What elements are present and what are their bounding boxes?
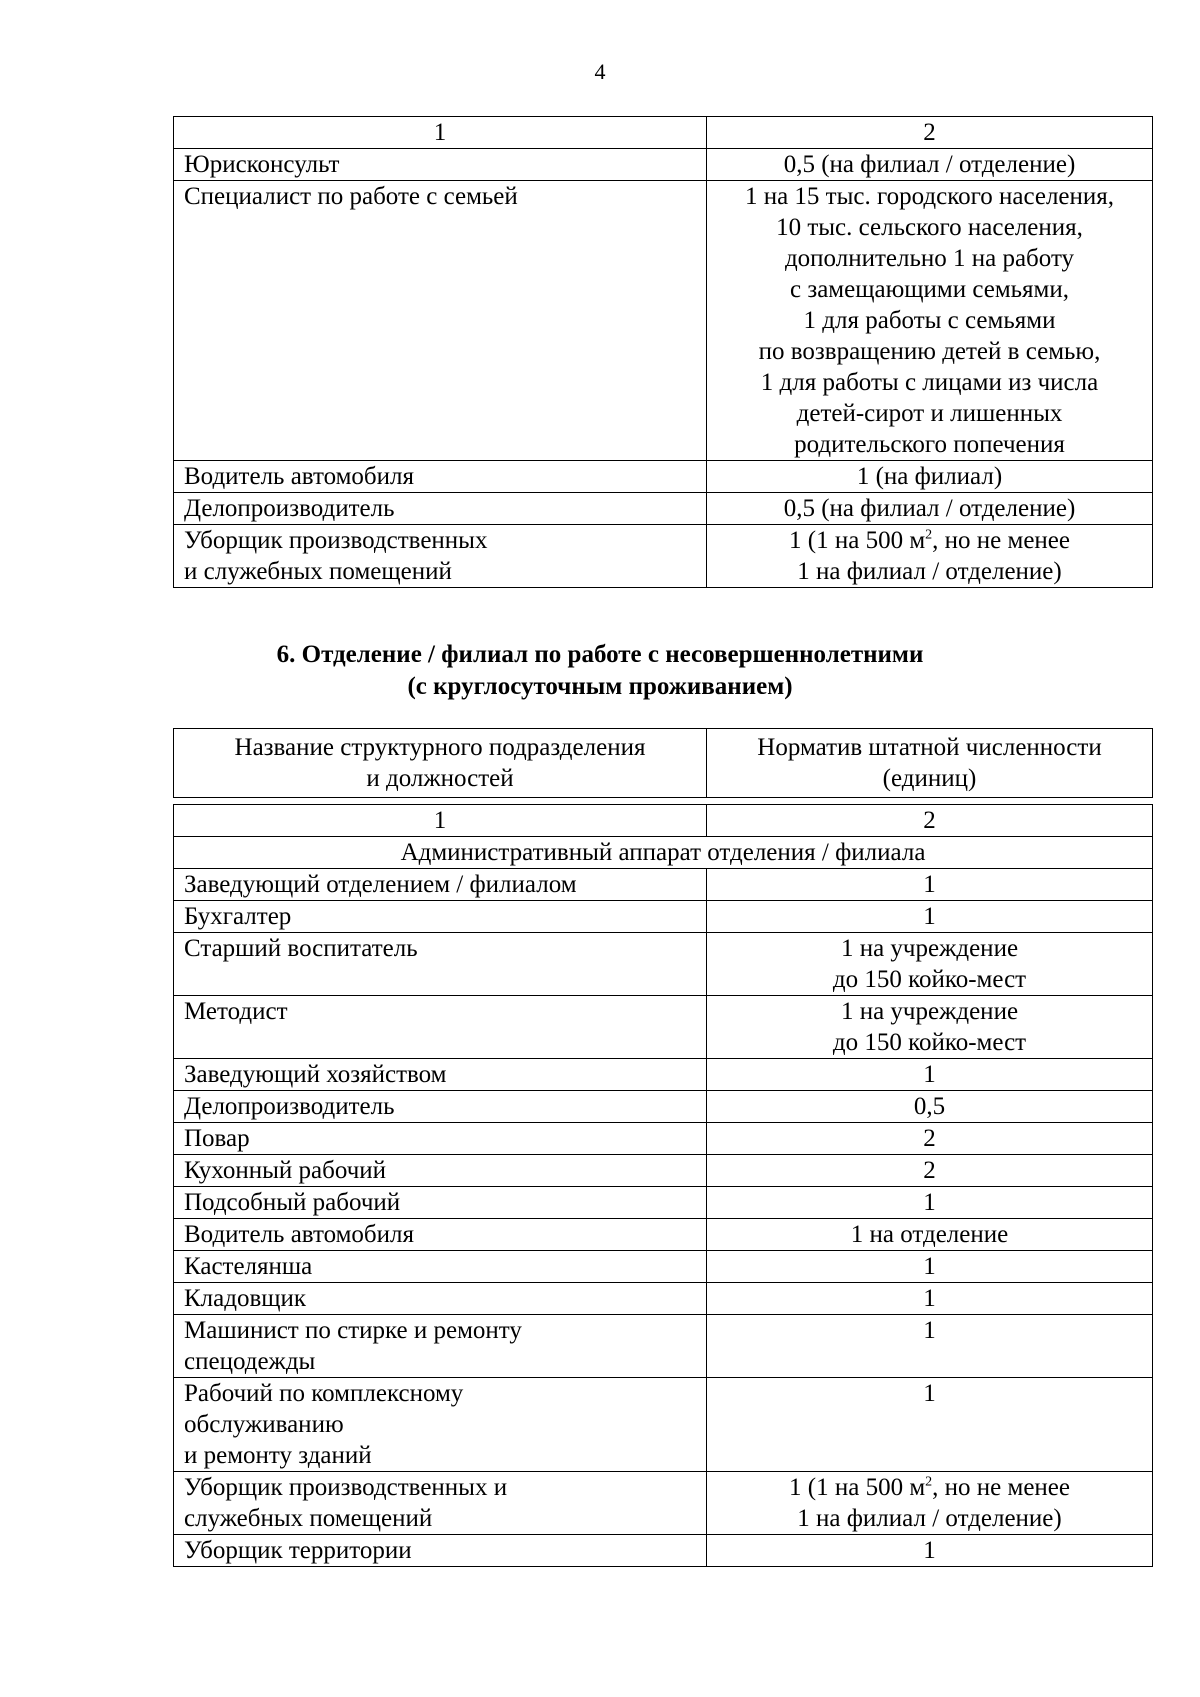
position-name-line: Кухонный рабочий xyxy=(184,1157,387,1184)
position-name-line: Специалист по работе с семьей xyxy=(184,183,518,210)
position-name-line: Кастелянша xyxy=(184,1253,313,1280)
position-name-cell xyxy=(174,1472,707,1535)
staff-norm-cell xyxy=(707,1283,1153,1315)
table-row xyxy=(174,1251,1153,1283)
staff-norm-cell xyxy=(707,493,1153,525)
position-name-cell xyxy=(174,933,707,996)
table-row xyxy=(174,1378,1153,1472)
staff-norm-cell xyxy=(707,1219,1153,1251)
staff-norm-line: 1 для работы с семьями xyxy=(803,307,1056,334)
staff-norm-line: до 150 койко-мест xyxy=(832,966,1027,993)
table-row xyxy=(174,1187,1153,1219)
table-row xyxy=(174,933,1153,996)
table-row xyxy=(174,869,1153,901)
table-row xyxy=(174,901,1153,933)
staff-norm-line: 1 для работы с лицами из числа xyxy=(760,369,1099,396)
staff-norm-line: 1 (на филиал) xyxy=(856,463,1003,490)
staff-norm-line: 1 xyxy=(923,1189,936,1216)
section-row-label: Административный аппарат отделения / филиала xyxy=(174,837,1153,869)
header-col1 xyxy=(174,729,707,798)
table-row xyxy=(174,181,1153,461)
staff-norm-cell xyxy=(707,181,1153,461)
position-name-cell xyxy=(174,493,707,525)
position-name-cell xyxy=(174,1219,707,1251)
staff-norm-line: 1 на учреждение xyxy=(840,998,1019,1025)
header-line: Норматив штатной численности xyxy=(757,734,1102,761)
staff-norm-cell xyxy=(707,1315,1153,1378)
position-name-cell xyxy=(174,1315,707,1378)
staff-norm-line: по возвращению детей в семью, xyxy=(758,338,1101,365)
staff-norm-line: 1 на учреждение xyxy=(840,935,1019,962)
header-line: Название структурного подразделения xyxy=(234,734,646,761)
position-name-line: Водитель автомобиля xyxy=(184,463,414,490)
staff-norm-line: 1 (1 на 500 $м^2$, но не менее xyxy=(789,527,1070,554)
table-header-row xyxy=(174,729,1153,798)
position-name-line: Уборщик производственных xyxy=(184,527,488,554)
column-number-2: 2 xyxy=(707,117,1153,149)
staff-norm-line: с замещающими семьями, xyxy=(789,276,1069,303)
position-name-line: Методист xyxy=(184,998,288,1025)
position-name-line: служебных помещений xyxy=(184,1505,433,1532)
position-name-line: и ремонту зданий xyxy=(184,1442,372,1469)
staff-norm-line: 1 xyxy=(923,903,936,930)
position-name-cell xyxy=(174,1535,707,1567)
position-name-cell xyxy=(174,901,707,933)
position-name-cell xyxy=(174,461,707,493)
position-name-line: Юрисконсульт xyxy=(184,151,340,178)
position-name-line: Водитель автомобиля xyxy=(184,1221,414,1248)
position-name-cell xyxy=(174,1123,707,1155)
staff-norm-cell xyxy=(707,1472,1153,1535)
staff-norm-cell xyxy=(707,996,1153,1059)
table-row xyxy=(174,1315,1153,1378)
staff-norm-line: 1 xyxy=(923,1285,936,1312)
position-name-cell xyxy=(174,1059,707,1091)
staff-norm-line: 0,5 (на филиал / отделение) xyxy=(783,151,1076,178)
column-number-1: 1 xyxy=(174,805,707,837)
position-name-cell xyxy=(174,1251,707,1283)
staff-norm-cell xyxy=(707,149,1153,181)
staff-norm-cell xyxy=(707,1535,1153,1567)
position-name-line: Делопроизводитель xyxy=(184,495,395,522)
column-number-row xyxy=(174,805,1153,837)
table-row xyxy=(174,149,1153,181)
column-number-1: 1 xyxy=(174,117,707,149)
position-name-line: Уборщик производственных и xyxy=(184,1474,508,1501)
staff-norm-line: дополнительно 1 на работу xyxy=(784,245,1075,272)
table-row xyxy=(174,1219,1153,1251)
position-name-line: Бухгалтер xyxy=(184,903,292,930)
position-name-line: Кладовщик xyxy=(184,1285,307,1312)
column-number-row xyxy=(174,117,1153,149)
staff-norm-line: 0,5 (на филиал / отделение) xyxy=(783,495,1076,522)
staff-norm-line: 1 xyxy=(923,1537,936,1564)
staff-table-header xyxy=(173,728,1153,798)
staff-norm-line: 1 на филиал / отделение) xyxy=(797,1505,1062,1532)
staff-table-continued xyxy=(173,116,1153,588)
staff-norm-cell xyxy=(707,1187,1153,1219)
staff-norm-line: родительского попечения xyxy=(794,431,1065,458)
table-row xyxy=(174,1123,1153,1155)
position-name-line: Старший воспитатель xyxy=(184,935,418,962)
position-name-line: обслуживанию xyxy=(184,1411,344,1438)
table-row xyxy=(174,1155,1153,1187)
position-name-line: Заведующий хозяйством xyxy=(184,1061,447,1088)
staff-norm-line: 1 xyxy=(923,1061,936,1088)
staff-norm-line: 1 на филиал / отделение) xyxy=(797,558,1062,585)
staff-norm-line: 1 xyxy=(923,1253,936,1280)
staff-norm-line: 2 xyxy=(923,1125,936,1152)
position-name-cell xyxy=(174,869,707,901)
table-row xyxy=(174,525,1153,588)
position-name-cell xyxy=(174,1283,707,1315)
section-heading xyxy=(0,639,1200,703)
staff-norm-line: 1 (1 на 500 $м^2$, но не менее xyxy=(789,1474,1070,1501)
table-row xyxy=(174,461,1153,493)
position-name-line: Делопроизводитель xyxy=(184,1093,395,1120)
staff-table xyxy=(173,804,1153,1567)
header-line: и должностей xyxy=(366,765,514,792)
table-row xyxy=(174,1091,1153,1123)
table-row xyxy=(174,1283,1153,1315)
column-number-2: 2 xyxy=(707,805,1153,837)
position-name-line: и служебных помещений xyxy=(184,558,452,585)
staff-norm-cell xyxy=(707,1123,1153,1155)
position-name-cell xyxy=(174,1091,707,1123)
staff-norm-cell xyxy=(707,1155,1153,1187)
position-name-line: Повар xyxy=(184,1125,250,1152)
position-name-line: Рабочий по комплексному xyxy=(184,1380,464,1407)
section-row xyxy=(174,837,1153,869)
staff-norm-line: детей-сирот и лишенных xyxy=(796,400,1063,427)
staff-norm-line: 1 xyxy=(923,871,936,898)
position-name-cell xyxy=(174,181,707,461)
staff-norm-cell xyxy=(707,1251,1153,1283)
staff-norm-cell xyxy=(707,525,1153,588)
table-row xyxy=(174,1059,1153,1091)
staff-norm-cell xyxy=(707,1059,1153,1091)
staff-norm-line: 10 тыс. сельского населения, xyxy=(776,214,1083,241)
staff-norm-line: 0,5 xyxy=(913,1093,946,1120)
staff-norm-cell xyxy=(707,869,1153,901)
staff-norm-line: до 150 койко-мест xyxy=(832,1029,1027,1056)
staff-norm-line: 1 xyxy=(923,1317,936,1344)
staff-norm-cell xyxy=(707,1378,1153,1472)
position-name-line: Подсобный рабочий xyxy=(184,1189,401,1216)
table-row xyxy=(174,1535,1153,1567)
position-name-cell xyxy=(174,525,707,588)
staff-norm-cell xyxy=(707,1091,1153,1123)
table-row xyxy=(174,493,1153,525)
page-number: 4 xyxy=(594,59,606,84)
position-name-cell xyxy=(174,996,707,1059)
staff-norm-line: 2 xyxy=(923,1157,936,1184)
position-name-cell xyxy=(174,1378,707,1472)
table-row xyxy=(174,996,1153,1059)
section-heading-line2: (с круглосуточным проживанием) xyxy=(407,673,793,700)
section-heading-line1: 6. Отделение / филиал по работе с несовершеннолетними xyxy=(276,641,924,668)
header-col2 xyxy=(707,729,1153,798)
staff-norm-line: 1 xyxy=(923,1380,936,1407)
staff-norm-cell xyxy=(707,933,1153,996)
staff-norm-line: 1 на 15 тыс. городского населения, xyxy=(744,183,1115,210)
position-name-line: Уборщик территории xyxy=(184,1537,412,1564)
staff-norm-cell xyxy=(707,461,1153,493)
position-name-line: Заведующий отделением / филиалом xyxy=(184,871,577,898)
header-line: (единиц) xyxy=(882,765,977,792)
position-name-line: Машинист по стирке и ремонту xyxy=(184,1317,522,1344)
position-name-cell xyxy=(174,1187,707,1219)
staff-norm-line: 1 на отделение xyxy=(850,1221,1009,1248)
position-name-cell xyxy=(174,149,707,181)
position-name-line: спецодежды xyxy=(184,1348,316,1375)
table-row xyxy=(174,1472,1153,1535)
staff-norm-cell xyxy=(707,901,1153,933)
position-name-cell xyxy=(174,1155,707,1187)
